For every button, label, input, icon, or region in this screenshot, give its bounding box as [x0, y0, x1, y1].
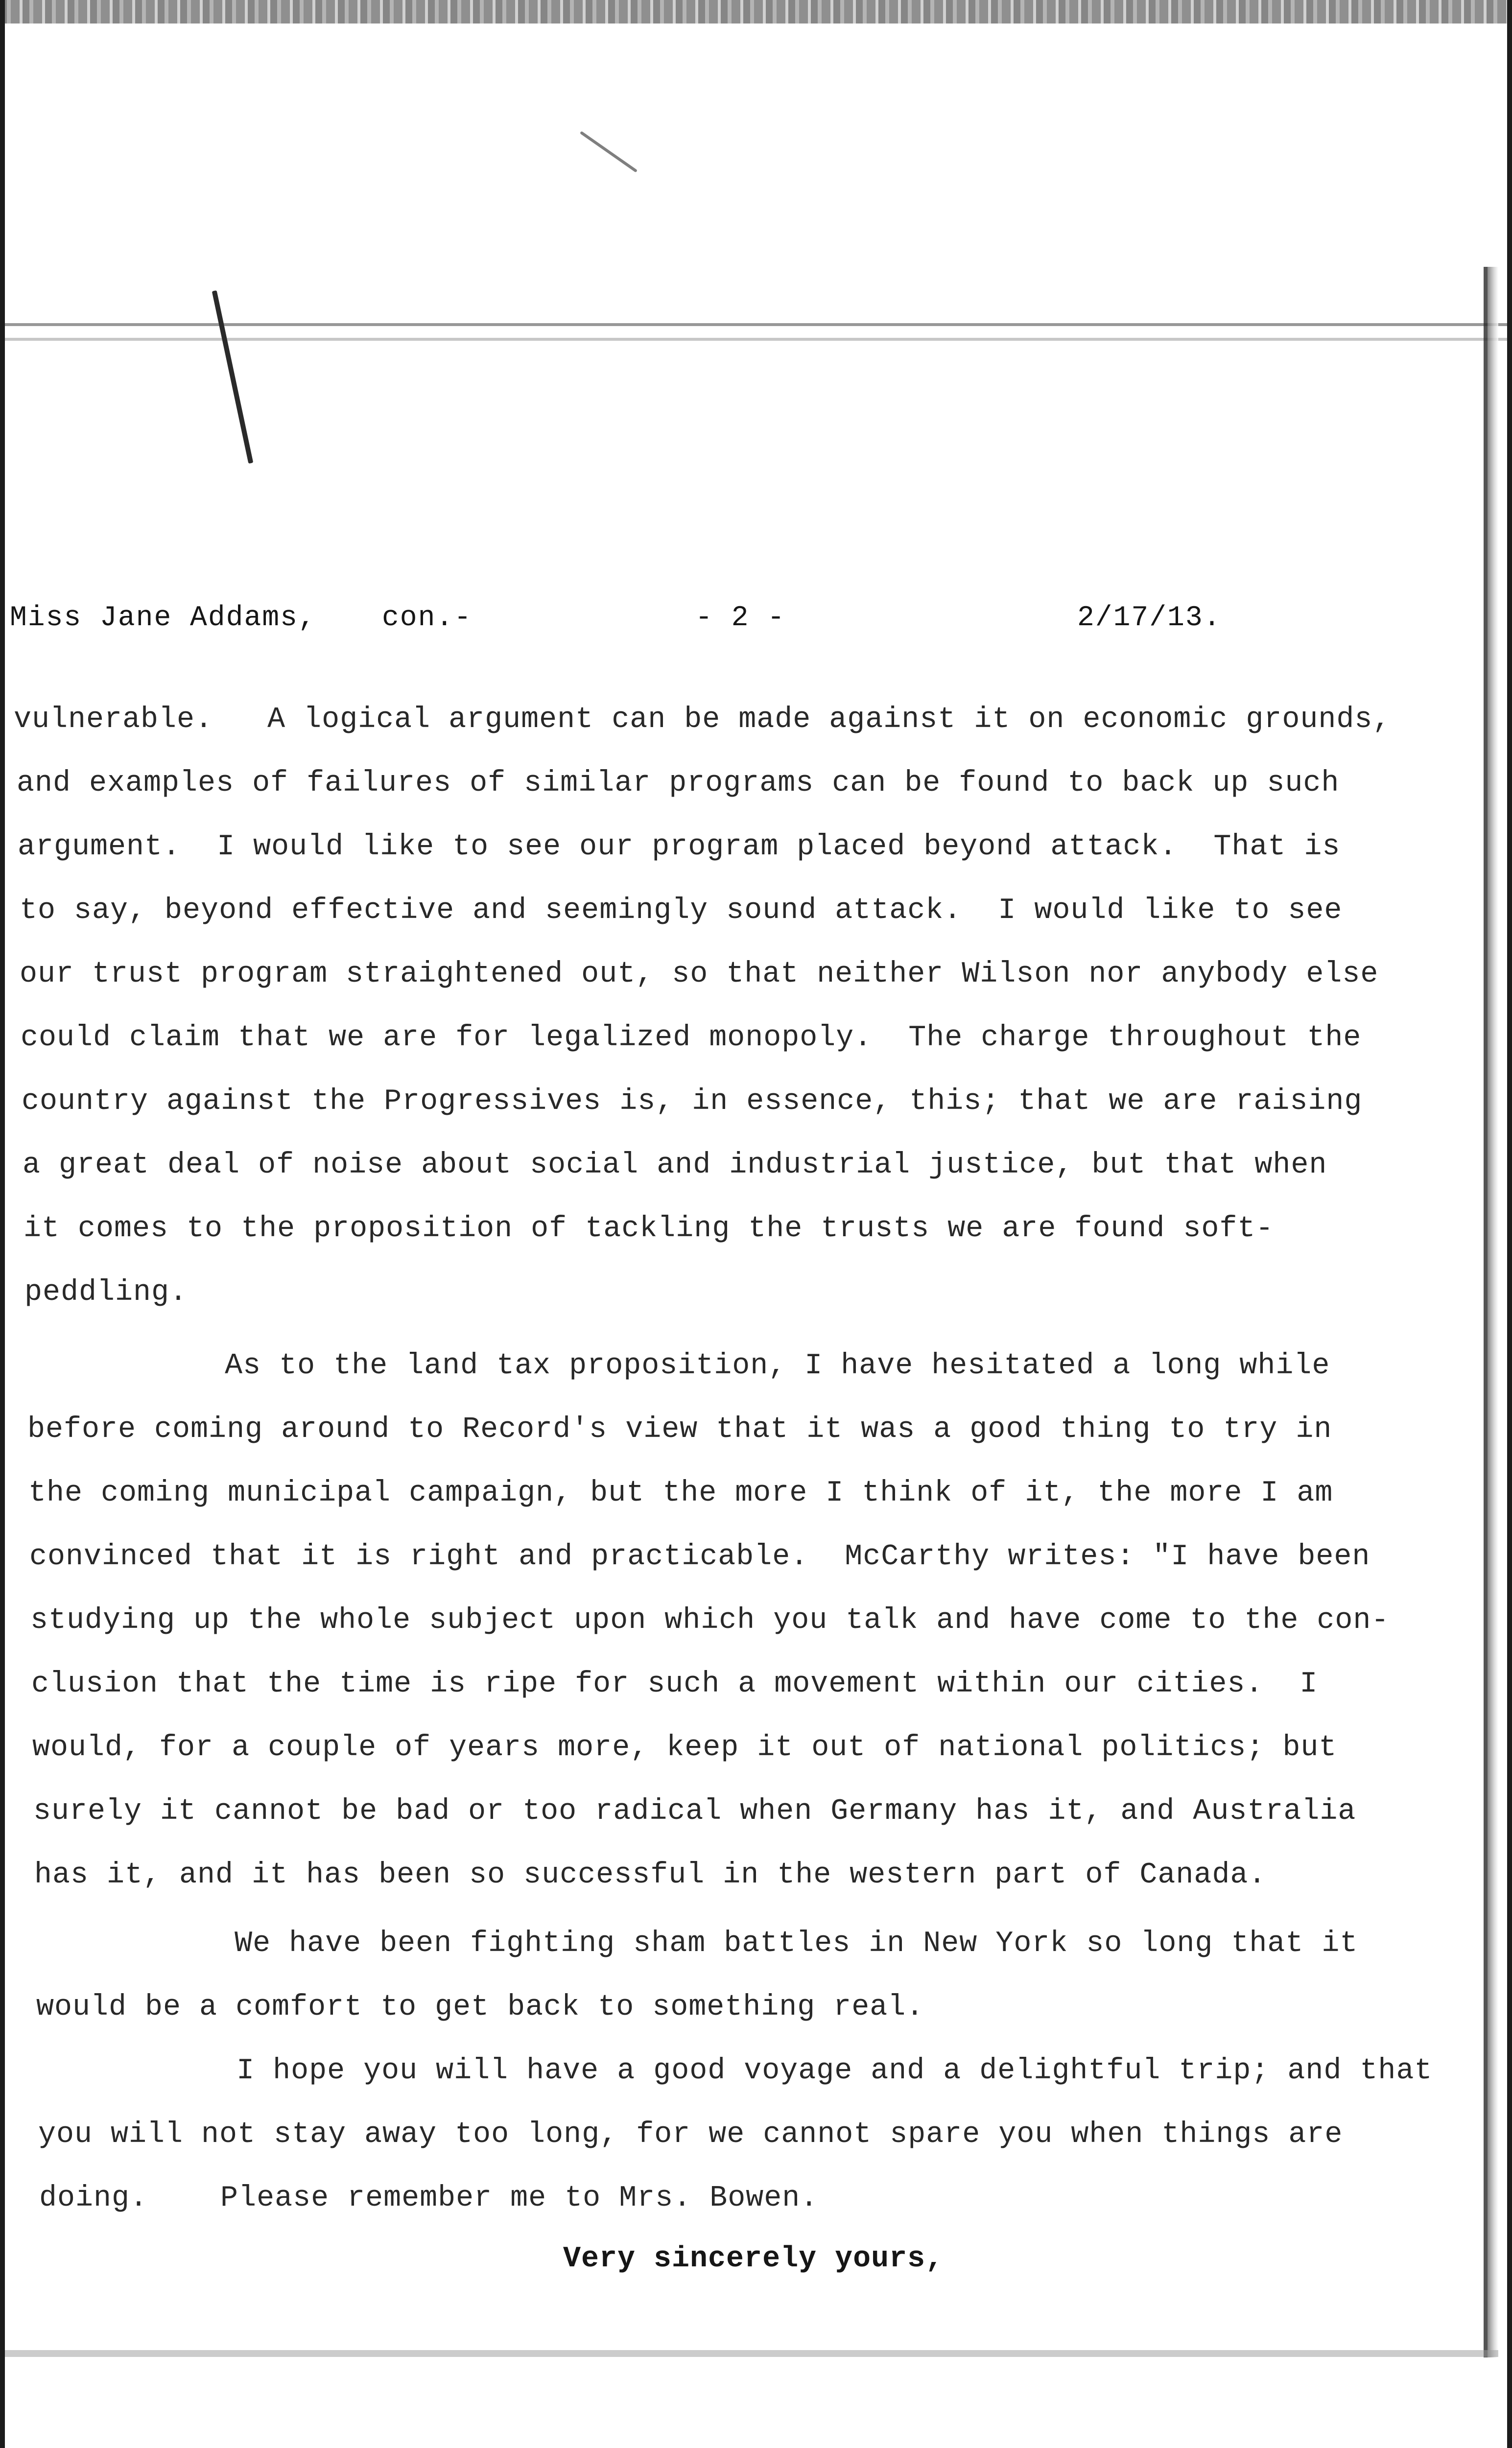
addressee: Miss Jane Addams, — [10, 602, 316, 634]
body-line: the coming municipal campaign, but the more I think of it, the more I am — [28, 1477, 1333, 1510]
body-line: our trust program straightened out, so that neither Wilson nor anybody else — [20, 958, 1379, 991]
body-line: and examples of failures of similar programs can be found to back up such — [17, 767, 1340, 800]
body-line: before coming around to Record's view that it was a good thing to try in — [27, 1413, 1332, 1446]
body-line: you will not stay away too long, for we cannot spare you when things are — [38, 2118, 1343, 2151]
body-line: it comes to the proposition of tackling the trusts we are found soft- — [24, 1212, 1274, 1246]
body-line: to say, beyond effective and seemingly sound attack. I would like to see — [20, 894, 1343, 927]
complimentary-close: Very sincerely yours, — [563, 2242, 944, 2276]
body-line: surely it cannot be bad or too radical when Germany has it, and Australia — [33, 1795, 1356, 1828]
letter-date: 2/17/13. — [1077, 602, 1222, 634]
continuation-mark: con.- — [382, 602, 472, 634]
body-line: would, for a couple of years more, keep it out of national politics; but — [32, 1731, 1337, 1765]
body-line: has it, and it has been so successful in the western part of Canada. — [34, 1859, 1267, 1892]
body-line: would be a comfort to get back to something real. — [36, 1991, 924, 2024]
body-line: clusion that the time is ripe for such a movement within our cities. I — [31, 1668, 1318, 1701]
carbon-copy-band — [0, 323, 1512, 326]
body-line: country against the Progressives is, in essence, this; that we are raising — [22, 1085, 1363, 1118]
page-number: - 2 - — [695, 602, 786, 634]
body-line: peddling. — [24, 1276, 188, 1309]
paper-crease-mark — [580, 131, 638, 172]
scan-right-edge — [1484, 267, 1498, 2357]
scan-top-edge — [0, 0, 1512, 24]
body-line: argument. I would like to see our program placed beyond attack. That is — [18, 830, 1341, 864]
paper-crease-mark — [212, 290, 254, 464]
letter-header — [10, 602, 1332, 646]
body-line: convinced that it is right and practicable. McCarthy writes: "I have been — [29, 1540, 1370, 1574]
body-line: We have been fighting sham battles in New York so long that it — [35, 1927, 1358, 1960]
body-line: studying up the whole subject upon which you talk and have come to the con- — [30, 1604, 1390, 1637]
body-line: a great deal of noise about social and industrial justice, but that when — [23, 1149, 1327, 1182]
body-line: could claim that we are for legalized monopoly. The charge throughout the — [21, 1021, 1362, 1055]
body-line: I hope you will have a good voyage and a delightful trip; and that — [37, 2054, 1433, 2088]
body-line: vulnerable. A logical argument can be made against it on economic grounds, — [14, 703, 1391, 736]
body-line: As to the land tax proposition, I have hesitated a long while — [25, 1349, 1330, 1383]
body-line: doing. Please remember me to Mrs. Bowen. — [39, 2182, 819, 2215]
scan-bottom-edge — [0, 2350, 1498, 2357]
